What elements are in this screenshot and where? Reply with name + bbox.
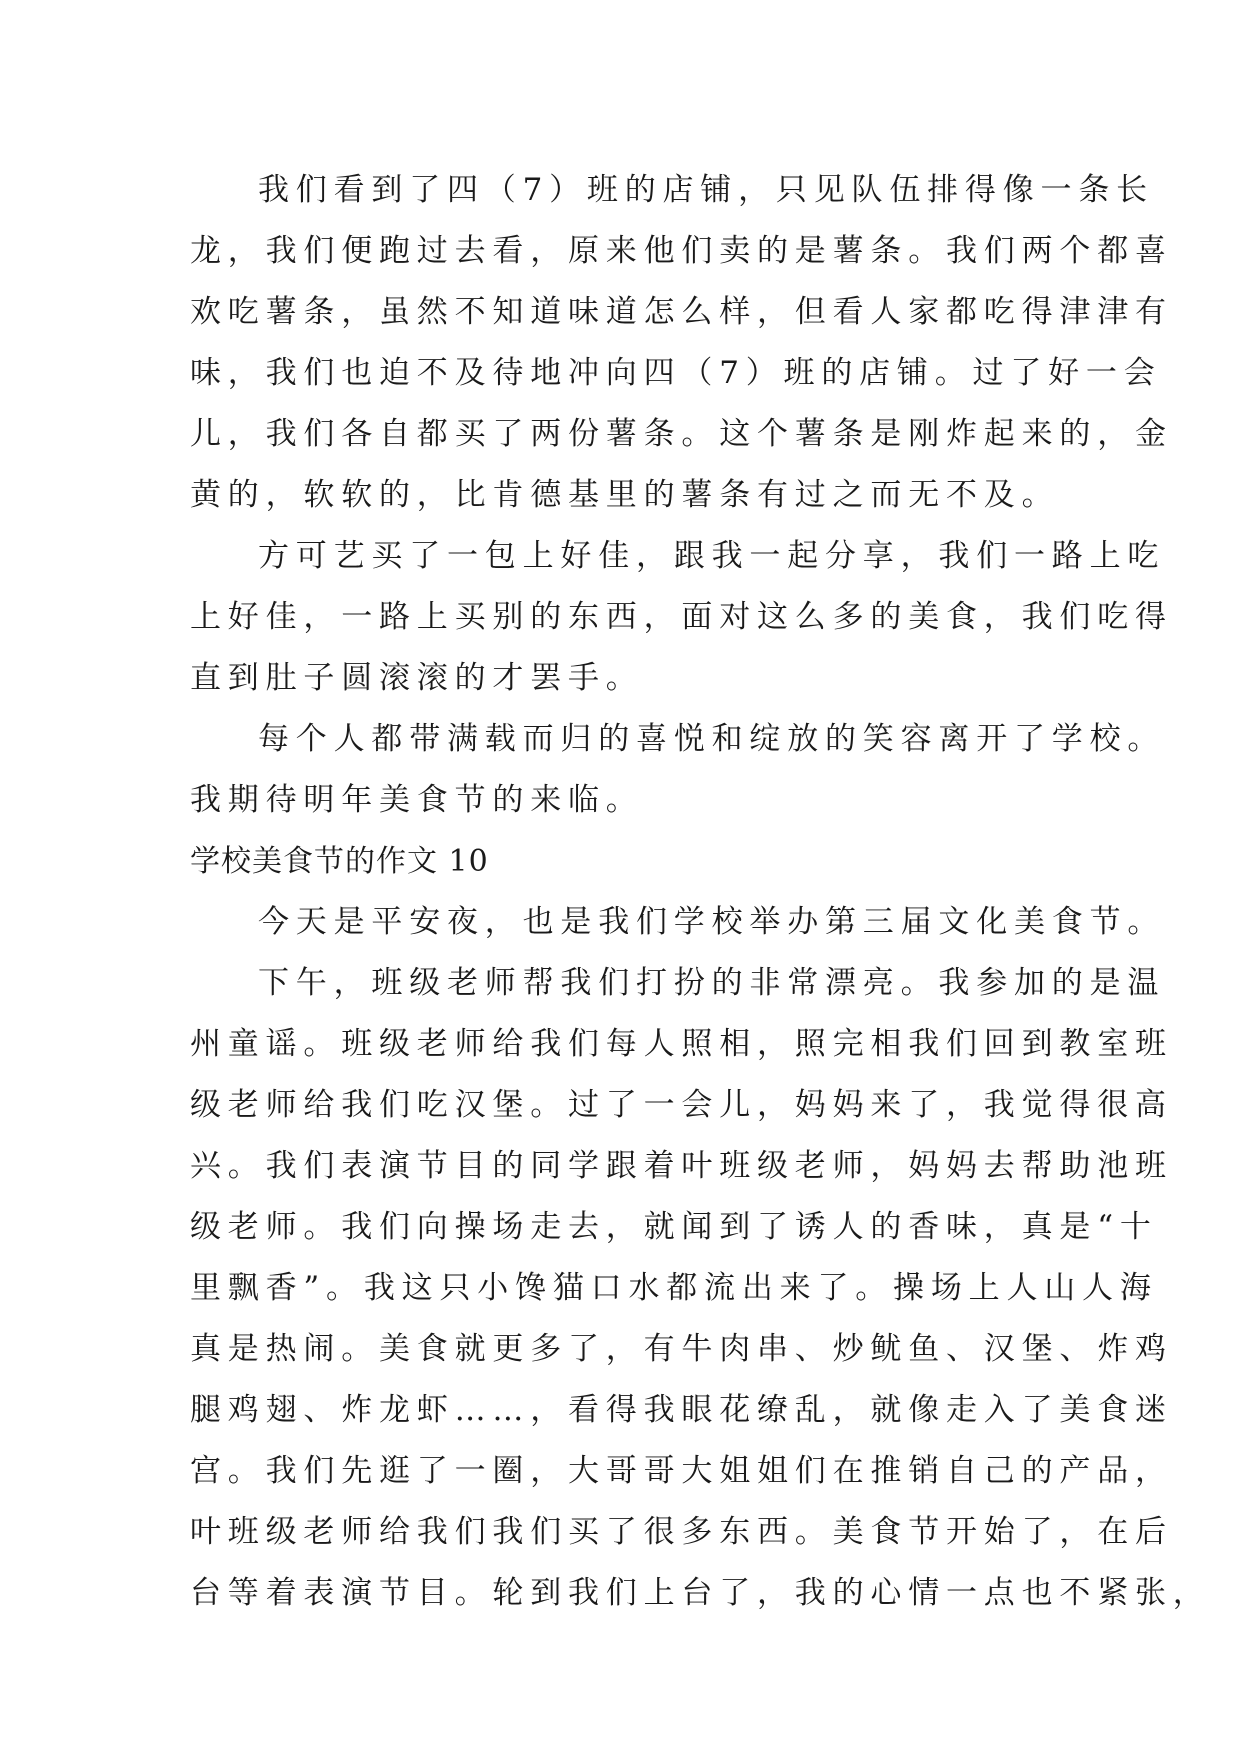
paragraph-line: 叶班级老师给我们我们买了很多东西。美食节开始了，在后 — [190, 1514, 1173, 1550]
paragraph-line: 儿，我们各自都买了两份薯条。这个薯条是刚炸起来的，金 — [190, 416, 1173, 452]
paragraph-line: 级老师给我们吃汉堡。过了一会儿，妈妈来了，我觉得很高 — [190, 1087, 1173, 1123]
paragraph-line: 宫。我们先逛了一圈，大哥哥大姐姐们在推销自己的产品， — [190, 1453, 1173, 1489]
paragraph-line: 欢吃薯条，虽然不知道味道怎么样，但看人家都吃得津津有 — [190, 294, 1173, 330]
paragraph-line: 上好佳，一路上买别的东西，面对这么多的美食，我们吃得 — [190, 599, 1173, 635]
paragraph-line: 黄的，软软的，比肯德基里的薯条有过之而无不及。 — [190, 477, 1060, 513]
paragraph-line: 台等着表演节目。轮到我们上台了，我的心情一点也不紧张， — [190, 1575, 1211, 1611]
paragraph-line: 下午，班级老师帮我们打扮的非常漂亮。我参加的是温 — [258, 965, 1166, 1001]
paragraph-line: 级老师。我们向操场走去，就闻到了诱人的香味，真是“十 — [190, 1209, 1158, 1245]
paragraph-line: 我期待明年美食节的来临。 — [190, 782, 644, 818]
paragraph-line: 今天是平安夜，也是我们学校举办第三届文化美食节。 — [258, 904, 1166, 940]
paragraph-line: 州童谣。班级老师给我们每人照相，照完相我们回到教室班 — [190, 1026, 1173, 1062]
paragraph-line: 我们看到了四（7）班的店铺，只见队伍排得像一条长 — [258, 172, 1154, 208]
paragraph-line: 腿鸡翅、炸龙虾……，看得我眼花缭乱，就像走入了美食迷 — [190, 1392, 1173, 1428]
paragraph-line: 里飘香”。我这只小馋猫口水都流出来了。操场上人山人海 — [190, 1270, 1158, 1306]
paragraph-line: 龙，我们便跑过去看，原来他们卖的是薯条。我们两个都喜 — [190, 233, 1173, 269]
paragraph-line: 方可艺买了一包上好佳，跟我一起分享，我们一路上吃 — [258, 538, 1166, 574]
paragraph-line: 兴。我们表演节目的同学跟着叶班级老师，妈妈去帮助池班 — [190, 1148, 1173, 1184]
document-page — [190, 160, 1211, 1624]
paragraph-line: 味，我们也迫不及待地冲向四（7）班的店铺。过了好一会 — [190, 355, 1162, 391]
paragraph-line: 每个人都带满载而归的喜悦和绽放的笑容离开了学校。 — [258, 721, 1166, 757]
paragraph-line: 真是热闹。美食就更多了，有牛肉串、炒鱿鱼、汉堡、炸鸡 — [190, 1331, 1173, 1367]
section-heading: 学校美食节的作文 10 — [190, 844, 489, 879]
paragraph-line: 直到肚子圆滚滚的才罢手。 — [190, 660, 644, 696]
